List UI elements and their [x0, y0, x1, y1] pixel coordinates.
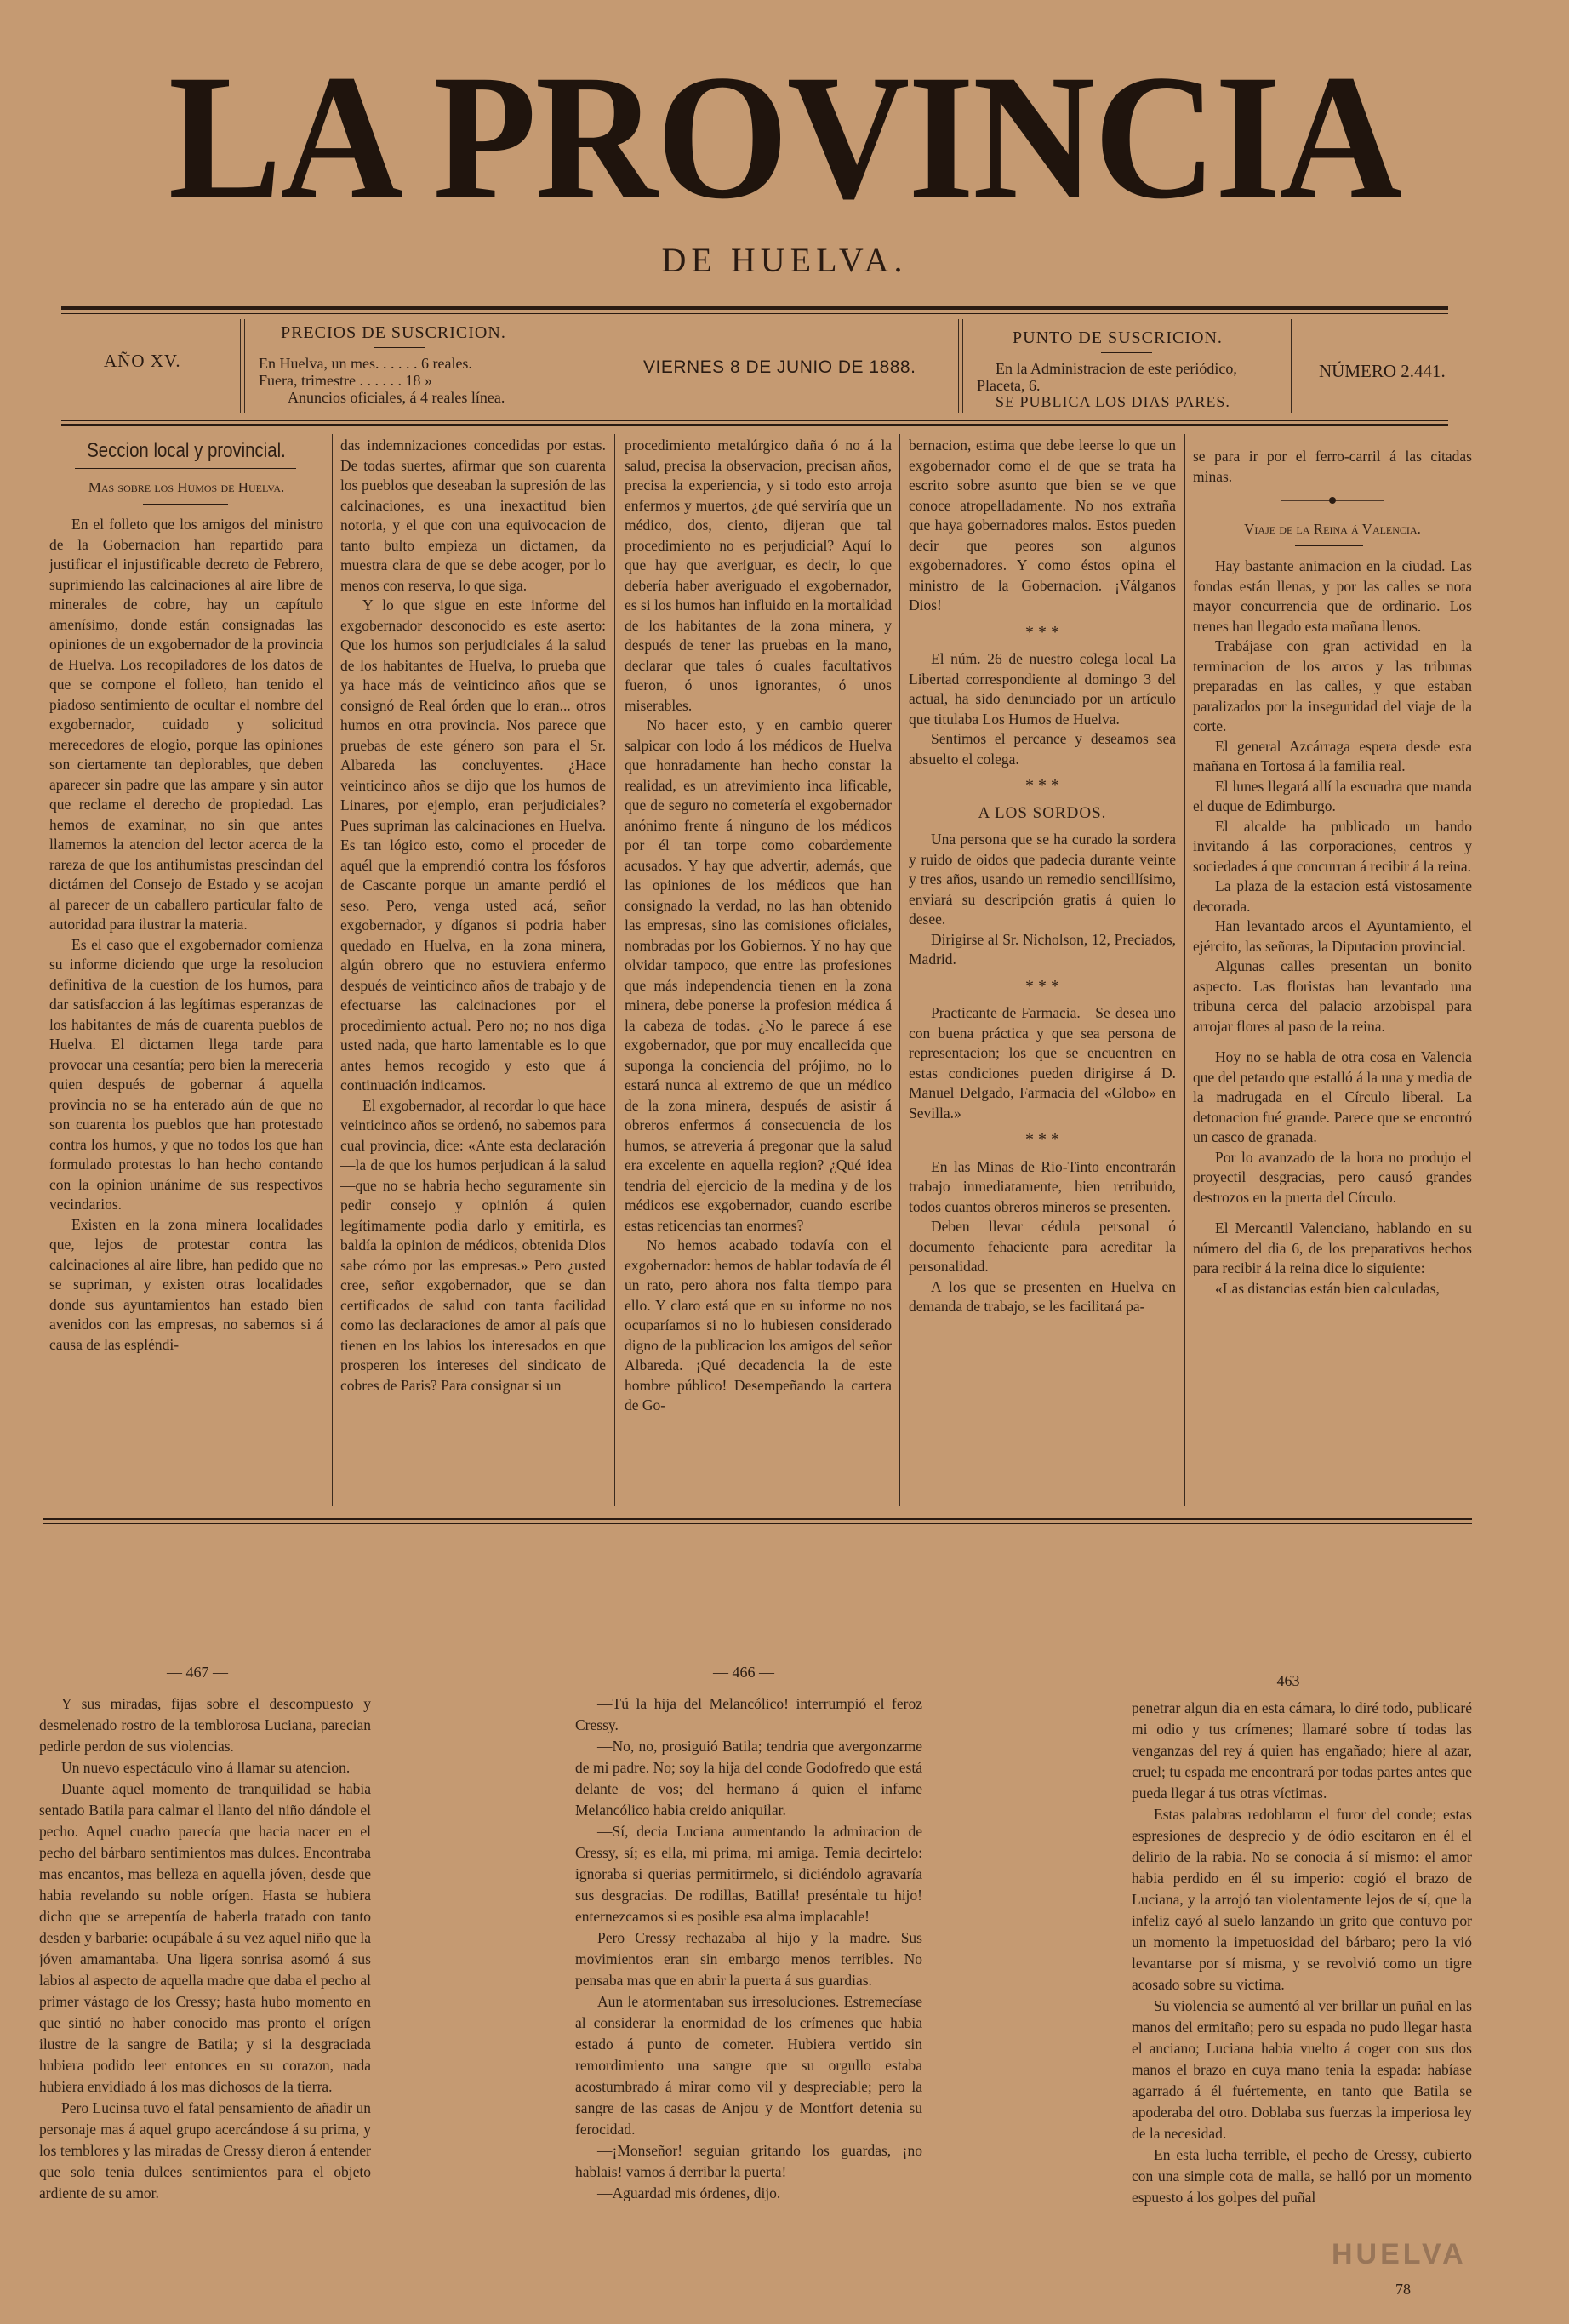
date-box [575, 317, 958, 419]
paragraph: Una persona que se ha curado la sordera y ruido de oidos que padecia durante veinte y tres años, usando un remedio sencillísimo, enviará su descripción gratis á quien lo desee. [909, 831, 1176, 928]
paragraph: Aun le atormentaban sus irresoluciones. Estremecíase al considerar la enormidad de los crímenes que habia estado á punto de cometer. Hubiera vertido sin remordimiento una sangre que su orgullo estaba acostumbrado á mirar como vil y despreciable; pero la sangre de las casas de Anjou y de Montfort detenia su ferocidad. [575, 1993, 922, 2138]
paragraph: Han levantado arcos el Ayuntamiento, el ejército, las señoras, la Diputacion provincial. [1193, 917, 1472, 955]
serial-top-rule [43, 1518, 1472, 1520]
paragraph: El núm. 26 de nuestro colega local La Libertad correspondiente al domingo 3 del actual, ha sido denunciado por un artículo que titulaba Los Humos de Huelva. [909, 650, 1176, 728]
paragraph: No hemos acabado todavía con el exgobernador: hemos de hablar todavía de él un rato, pero ahora nos falta tiempo para ello. Y claro está que en su informe no nos ocuparíamos si no lo hubiesen considerado digno de la publicacion los amigos del señor Albareda. ¡Qué decadencia la de este hombre público! Desempeñando la cartera de Go- [625, 1236, 892, 1413]
paragraph: Practicante de Farmacia.—Se desea uno con buena práctica y que sea persona de representacion; los que se encuentren en estas condiciones pueden dirigirse á D. Manuel Delgado, Farmacia del «Globo» en Sevilla.» [909, 1004, 1176, 1122]
paragraph: se para ir por el ferro-carril á las citadas minas. [1193, 448, 1472, 485]
column-divider [899, 434, 900, 1506]
year-box [61, 317, 240, 419]
paragraph: —No, no, prosiguió Batila; tendria que avergonzarme de mi padre. No; soy la hija del conde Godofredo que está delante de vos; del hermano á quien el infame Melancólico habia creido aniquilar. [575, 1738, 922, 1819]
asterism: * * * [1025, 622, 1059, 642]
header-top-rule-thin [61, 313, 1448, 314]
paragraph: Es el caso que el exgobernador comienza su informe diciendo que urge la resolucion definitiva de la cuestion de los humos, para dar satisfaccion á las legítimas esperanzas de los habitantes de más de cuarenta pueblos de Huelva. El dictamen llega tarde para provocar una cesantía; pero bien la mereceria quien después de gobernar á aquella provincia no se ha enterado aún de que no son cuarenta los pueblos que han protestado contra los humos, y que no todos los que han formulado protestas lo han hecho contando con la opinion unánime de sus respectivos vecindarios. [49, 935, 323, 1213]
paragraph: A los que se presenten en Huelva en demanda de trabajo, se les facilitará pa- [909, 1277, 1176, 1315]
paragraph: Existen en la zona minera localidades que, lejos de protestar contra las calcinaciones al aire libre, han pedido que no se supriman, y existen otras localidades donde sus ayuntamientos han estado bien avenidos con las empresas, no sabemos si á causa de las espléndi- [49, 1215, 323, 1353]
paragraph: Hay bastante animacion en la ciudad. Las fondas están llenas, y por las calles se nota mayor concurrencia que de ordinario. Los trenes han llegado esta mañana llenos. [1193, 557, 1472, 635]
paragraph: Deben llevar cédula personal ó documento fehaciente para acreditar la personalidad. [909, 1218, 1176, 1275]
paragraph: Hoy no se habla de otra cosa en Valencia que del petardo que estalló á la una y media de la madrugada en el Círculo liberal. La detonacion fué grande. Parece que se encontró un casco de granada. [1193, 1048, 1472, 1145]
publication-days: SE PUBLICA LOS DIAS PARES. [996, 393, 1230, 410]
paragraph: Pero Lucinsa tuvo el fatal pensamiento de añadir un personaje mas á aquel grupo acercándose á su prima, y los temblores y las miradas de Cressy dieron á entender que solo tenia dulces sentimientos para el objeto ardiente de su amor. [39, 2099, 371, 2201]
paragraph: El exgobernador, al recordar lo que hace veinticinco años se ordenó, no sabemos para cual provincia, dice: «Ante esta declaración—la de que los humos perjudican á la salud—que no se habria hecho seguramente sin pedir consejo y opinión á quien legítimamente podia darlo y emitirla, es baldía la opinion de médicos, obtenida Dios sabe cómo por las empresas.» Pero ¿usted cree, señor exgobernador, que se dan certificados de salud con tanta facilidad como las declaraciones de amor al país que tienen en los labios los interesados en que prosperen los intereses del sindicato de cobres de Paris? Para consignar si un [340, 1096, 606, 1394]
archive-watermark: HUELVA [1332, 2238, 1467, 2270]
asterism: * * * [1025, 976, 1059, 996]
serial-column-1 [39, 1693, 371, 2306]
prices-box [247, 317, 570, 419]
subscription-title: PUNTO DE SUSCRICION. [1013, 328, 1223, 347]
subscription-line-2: Placeta, 6. [977, 377, 1041, 394]
paragraph: La plaza de la estacion está vistosamente decorada. [1193, 877, 1472, 915]
column-2 [340, 436, 606, 1508]
paragraph: das indemnizaciones concedidas por estas. De todas suertes, afirmar que son cuarenta los pueblos que deseaban la supresión de las calcinaciones, es una inexactitud bien notoria, y el que con una equivocacion de tanto bulto empieza un dictamen, da muestra clara de que se debe acoger, por lo menos con reserva, lo que siga. [340, 437, 606, 594]
paragraph: Un nuevo espectáculo vino á llamar su atencion. [61, 1759, 351, 1776]
column-divider [614, 434, 615, 1506]
serial-page-number: — 466 — [713, 1664, 774, 1681]
divider [962, 319, 963, 413]
prices-title: PRECIOS DE SUSCRICION. [281, 323, 506, 342]
masthead-subtitle: DE HUELVA. [661, 241, 908, 279]
year-label: AÑO XV. [104, 351, 181, 371]
headline-rule [143, 504, 228, 505]
paragraph: procedimiento metalúrgico daña ó no á la salud, precisa la observacion, precisan años, precisa la experiencia, y si todo esto arroja enfermos y muertos, ¿de qué serviría que un médico, dos, ciento, dijeran que tal procedimiento no es perjudicial? Aquí lo que hay que averiguar, es decir, lo que debería haber averiguado el exgobernador, es si los humos han influido en la mortalidad de los habitantes de la zona minera, y después de tener las pruebas en la mano, declarar que tales ó cuales facultativos fueron, ó unos ignorantes, ó unos miserables. [625, 437, 892, 714]
column-1 [49, 436, 323, 1508]
article-headline: Mas sobre los Humos de Huelva. [88, 478, 285, 495]
issue-date: VIERNES 8 DE JUNIO DE 1888. [643, 357, 916, 377]
paragraph: penetrar algun dia en esta cámara, lo diré todo, publicaré mi odio y tus crímenes; llamaré sobre tí todas las venganzas del rey á quien has engañado; hiere al azar, cruel; tu espada me encontrará por todas partes antes que pueda llegar á tus otras víctimas. [1132, 1699, 1472, 1802]
paragraph: Su violencia se aumentó al ver brillar un puñal en las manos del ermitaño; pero su espada no pudo llegar hasta el anciano; Luciana habia vuelto á coger con sus dos manos el brazo en cuya mano tenia la espada: habíase agarrado á él fuértemente, en tanto que Batila se apoderaba del otro. Doblaba sus fuerzas la imperiosa ley de la necesidad. [1132, 1997, 1472, 2142]
paragraph: Por lo avanzado de la hora no produjo el proyectil desgracias, pero causó grandes destrozos en la puerta del Círculo. [1193, 1148, 1472, 1206]
serial-page-number: — 463 — [1258, 1672, 1319, 1689]
paragraph: bernacion, estima que debe leerse lo que un exgobernador como el de que se trata ha escrito sobre asunto que bien se ve que conoce atropelladamente. No nos extraña que haya gobernadores malos. Estos pueden decir que peores son algunos exgobernadores. Y como éstos opina el ministro de la Gobernacion. ¡Válganos Dios! [909, 437, 1176, 614]
paragraph: Estas palabras redoblaron el furor del conde; estas espresiones de desprecio y de ódio escitaron en él el delirio de la rabia. No se conocia á sí mismo: el amor habia perdido en él su imperio: cogió el brazo de Luciana, y la arrojó tan violentamente lejos de sí, que la infeliz cayó al suelo lanzando un grito que contuvo por un momento la impetuosidad del bárbaro; pero la vió levantarse por sí misma, y se revolvió como un tigre acosado sobre su victima. [1132, 1806, 1472, 1993]
notice-headline: A LOS SORDOS. [978, 803, 1107, 822]
paragraph: Sentimos el percance y deseamos sea absuelto el colega. [909, 730, 1176, 768]
serial-column-3 [1132, 1698, 1472, 2293]
section-heading: Seccion local y provincial. [87, 439, 286, 462]
asterism: * * * [1025, 776, 1059, 795]
price-line-3: Anuncios oficiales, á 4 reales línea. [288, 389, 505, 406]
paragraph: En el folleto que los amigos del ministro de la Gobernacion han repartido para justificar el injustificable decreto de Febrero, suprimiendo las calcinaciones al aire libre de minerales de cobre, hay un capítulo amenísimo, donde están consignadas las opiniones de un exgobernador de la provincia de Huelva. Los recopiladores de los datos de que se compone el folleto, han tenido el piadoso sentimiento de ocultar el nombre del exgobernador, cuidado y solicitud merecedores de elogio, porque las opiniones son ciertamente tan deplorables, que deben aparecer sin padre que las ampare y sin autor que reclame el derecho de propiedad. Las hemos de examinar, no sin que antes llamemos la atencion del lector acerca de la rareza de que los antihumistas prescindan del dictámen del Consejo de Estado y se acojan al parecer de un caballero particular falto de autoridad para ilustrar la materia. [49, 516, 323, 933]
article-headline: Viaje de la Reina á Valencia. [1244, 520, 1421, 537]
price-line-1: En Huelva, un mes. . . . . . 6 reales. [259, 355, 472, 372]
subscription-line-1: En la Administracion de este periódico, [996, 360, 1237, 377]
price-line-2: Fuera, trimestre . . . . . . 18 » [259, 372, 432, 389]
paragraph: Y lo que sigue en este informe del exgobernador desconocido es este aserto: Que los humos son perjudiciales á la salud de los habitantes de Huelva, lo prueba que ya hace más de veinticinco años que se consignó de Real órden que lo eran... otros humos en otra provincia. Nos parece que pruebas de este género son para el Sr. Albareda las concluyentes. ¿Hace veinticinco años se dijo que los humos de Linares, por ejemplo, eran perjudiciales? Pues supriman las calcinaciones en Huelva. Es tan lógico esto, como el proceder de aquél que la emprendió contra los fósforos de Cascante porque un amante perdió el seso. Pero, venga usted acá, señor exgobernador, y díganos si podria haber quedado en Huelva, en la zona minera, algún obrero que no estuviera enfermo después de veinticinco años de trabajo y de efectuarse las calcinaciones por el procedimiento actual. Pero no; no nos diga usted nada, que harto lamentable es lo que antes hemos recogido y esto que á continuación indicamos. [340, 597, 606, 1093]
column-5 [1193, 447, 1472, 1506]
number-box [1293, 317, 1455, 419]
sheet-number: 78 [1395, 2281, 1411, 2298]
paragraph: Algunas calles presentan un bonito aspecto. Las floristas han levantado una tribuna cerca del palacio arzobispal para arrojar flores al paso de la reina. [1193, 957, 1472, 1035]
column-4 [909, 436, 1176, 1508]
headline-rule [1295, 545, 1363, 546]
paragraph: —Aguardad mis órdenes, dijo. [597, 2184, 781, 2201]
paragraph: —Sí, decia Luciana aumentando la admiracion de Cressy, sí; es ella, mi prima, mi amiga. Temia decirtelo: ignoraba si querias permitirmelo, si diciéndolo agravaría sus desgracias. De rodillas, Batilla! preséntale tu hijo! enternezcamos si es posible esa alma implacable! [575, 1823, 922, 1925]
header-bottom-rule-thin [61, 420, 1448, 421]
prices-title-rule [374, 347, 425, 348]
divider [1291, 319, 1292, 413]
ornament-icon [1281, 494, 1384, 506]
serial-top-rule-thin [43, 1523, 1472, 1524]
paragraph: El alcalde ha publicado un bando invitando á las corporaciones, centros y sociedades á que concurran á recibir á la reina. [1193, 817, 1472, 875]
header-bottom-rule [61, 424, 1448, 426]
column-divider [1184, 434, 1185, 1506]
subscription-title-rule [1101, 352, 1152, 353]
serial-page-number: — 467 — [167, 1664, 228, 1681]
paragraph: El general Azcárraga espera desde esta mañana en Tortosa á la familia real. [1193, 737, 1472, 774]
paragraph: Trabájase con gran actividad en la terminacion de los arcos y las tribunas preparadas en las calles, y que estaban paralizados por la inseguridad del viaje de la corte. [1193, 637, 1472, 734]
subscription-box [965, 317, 1287, 419]
paragraph: El lunes llegará allí la escuadra que manda el duque de Edimburgo. [1193, 777, 1472, 814]
paragraph: Y sus miradas, fijas sobre el descompuesto y desmelenado rostro de la temblorosa Luciana, parecian pedirle perdon de sus violencias. [39, 1695, 371, 1755]
header-top-rule [61, 306, 1448, 310]
divider [958, 319, 959, 413]
column-3 [625, 436, 892, 1508]
paragraph: En esta lucha terrible, el pecho de Cressy, cubierto con una simple cota de malla, se halló por un momento espuesto á los golpes del puñal [1132, 2146, 1472, 2206]
asterism: * * * [1025, 1130, 1059, 1149]
section-rule [75, 468, 296, 469]
paragraph: Duante aquel momento de tranquilidad se habia sentado Batila para calmar el llanto del niño dándole el pecho. Aquel cuadro parecía que hacia nacer en el pecho del bárbaro sentimientos mas dulces. Encontraba mas encantos, mas belleza en aquella jóven, desde que habia revelando su noble orígen. Hasta se hubiera dicho que se arrepentía de haberla tratado con tanto desden y barbarie: ocupábale á su vez aquel niño que la jóven amamantaba. Una ligera sonrisa asomó á sus labios al aspecto de aquella madre que daba el pecho al primer vástago de los Cressy; hasta hubo momento en que sintió no haber conocido mas pronto el orígen ilustre de la sangre de Batila; y si la desgraciada hubiera podido leer entonces en su corazon, nada hubiera envidiado á los mas dichosos de la tierra. [39, 1780, 371, 2095]
ornament-divider [1193, 492, 1472, 512]
paragraph: No hacer esto, y en cambio querer salpicar con lodo á los médicos de Huelva que honradamente han hecho constar la realidad, es un atrevimiento inca lificable, que de seguro no cometería el exgobernador anónimo frente á ninguno de los médicos por él tan torpe como cobardemente acusados. Y hay que advertir, además, que las opiniones de los médicos que han consignado la verdad, no las han obtenido las empresas, sino las comisiones oficiales, nombradas por los Gobiernos. Y no hay que olvidar tampoco, que entre las profesiones que más independencia tienen en la zona minera, debe ponerse la profesion médica á la cabeza de todas. ¿No le parece á ese exgobernador, que por muy encallecida que suponga la conciencia del prójimo, no lo estará nunca al extremo de que un médico de la zona minera, después de asistir á obreros enfermos á consecuencia de los humos, se atreveria á pregonar que la salud era excelente en aquella region? ¿Qué idea tendria del ejercicio de la medina y de los médicos ese exgobernador, cuando escribe estas reticencias tan enormes? [625, 717, 892, 1234]
paragraph: —¡Monseñor! seguian gritando los guardas, ¡no hablais! vamos á derribar la puerta! [575, 2142, 922, 2180]
paragraph: —Tú la hija del Melancólico! interrumpió el feroz Cressy. [575, 1695, 922, 1733]
serial-column-2 [575, 1693, 922, 2306]
divider [244, 319, 245, 413]
paragraph: En las Minas de Rio-Tinto encontrarán trabajo inmediatamente, bien retribuido, todos cuantos obreros mineros se presenten. [909, 1157, 1176, 1215]
issue-number: NÚMERO 2.441. [1319, 361, 1446, 381]
column-divider [332, 434, 333, 1506]
paragraph: Pero Cressy rechazaba al hijo y la madre. Sus movimientos eran sin embargo menos terribles. No pensaba mas que en abrir la puerta á sus guardias. [575, 1929, 922, 1989]
masthead-title: LA PROVINCIA [168, 38, 1401, 237]
paragraph: El Mercantil Valenciano, hablando en su número del dia 6, de los preparativos hechos para recibir á la reina dice lo siguiente: [1193, 1219, 1472, 1276]
paragraph: Dirigirse al Sr. Nicholson, 12, Preciados, Madrid. [909, 930, 1176, 968]
divider [240, 319, 241, 413]
paragraph: «Las distancias están bien calculadas, [1215, 1279, 1440, 1297]
